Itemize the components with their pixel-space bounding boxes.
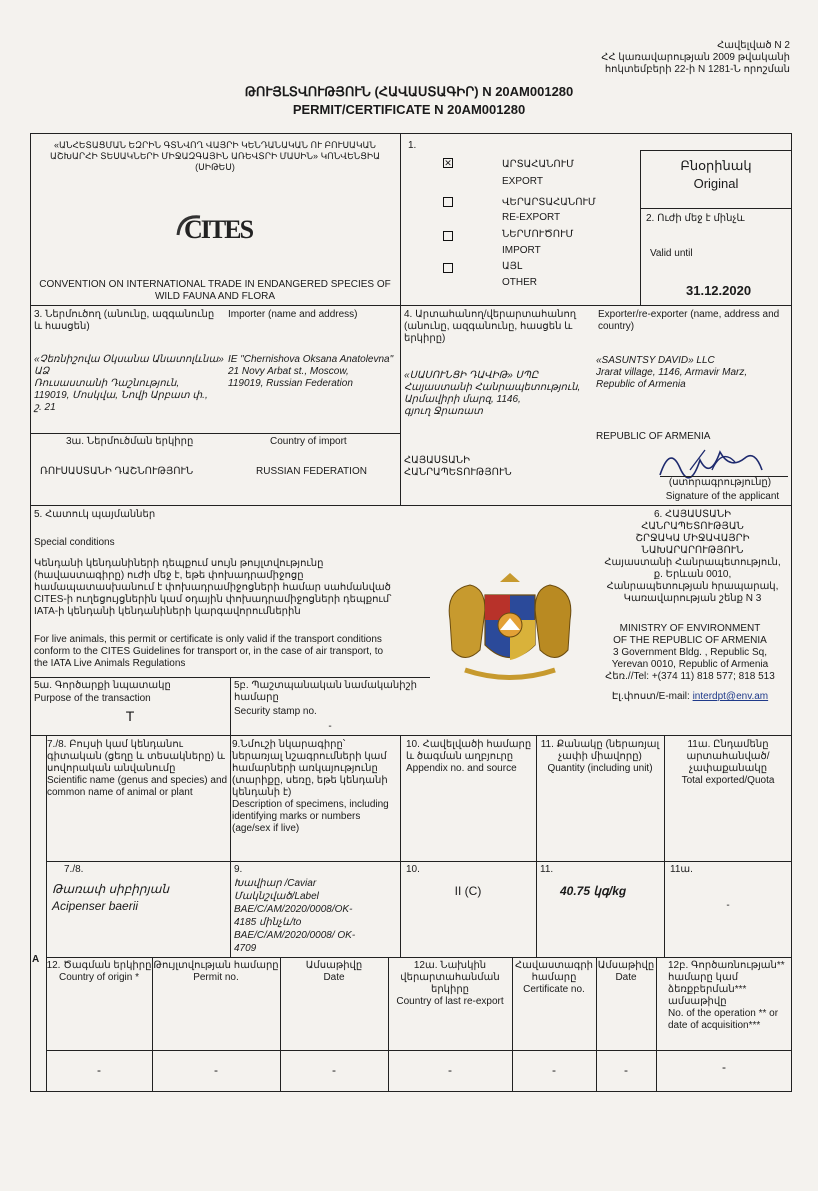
conditions-label-en: Special conditions: [34, 537, 115, 548]
appendix-number: 10.: [406, 864, 420, 875]
other-checkbox[interactable]: [443, 263, 453, 273]
purpose-value: T: [125, 708, 135, 724]
conditions-text-am: Կենդանի կենդանիների դեպքում սույն թույլտվությունը (հավաստագիրը) ուժի մեջ է, եթե փոխադրամիջոցը համապատասխանում է փոխադրամիջոցների համար սահմանված CITES-ի ուղեցույցներին կամ օդային փոխադրամիջոցների դեպքում՝ IATA-ի կենդանի կենդանիների կարգավորումներին: [34, 558, 392, 617]
description-number: 9.: [234, 864, 243, 875]
header-permit-no: Թույլտվության համարը Permit no.: [153, 960, 279, 983]
header-country-of-origin: 12. Ծագման երկիրը Country of origin *: [46, 960, 152, 983]
import-label-en: IMPORT: [502, 245, 541, 256]
reexport-label-am: ՎԵՐԱՐՏԱՀԱՆՈՒՄ: [502, 197, 596, 208]
stamp-value: -: [328, 721, 332, 732]
authority-email-line: [590, 691, 790, 703]
valid-until-date: 31.12.2020: [686, 283, 752, 298]
original-armenian: Բնօրինակ: [680, 158, 752, 173]
species-armenian-name: Թառափ սիբիրյան: [52, 882, 170, 896]
export-checkbox[interactable]: ✕: [444, 158, 452, 168]
quantity-number: 11.: [540, 864, 554, 875]
valid-label-am: 2. Ուժի մեջ է մինչև: [646, 213, 745, 224]
other-label-am: ԱՅԼ: [502, 261, 523, 272]
authority-english: MINISTRY OF ENVIRONMENT OF THE REPUBLIC OF ARMENIA 3 Government Bldg. , Republic Sq, Yerevan 0010, Republic of Armenia Հեռ.//Tel: +(374 11) 818 577; 818 513: [605, 623, 775, 682]
other-label-en: OTHER: [502, 277, 537, 288]
importer-label-am: 3. Ներմուծող (անունը, ազգանունը և հասցեն): [34, 309, 215, 332]
signature-label-am: (ստորագրությունը): [668, 477, 772, 488]
title-english: PERMIT/CERTIFICATE N 20AM001280: [292, 102, 526, 117]
authority-email-link[interactable]: interdpt@env.am: [692, 691, 769, 702]
species-scientific-name: Acipenser baerii: [52, 899, 139, 913]
purpose-label-am: 5ա. Գործարքի նպատակը: [34, 680, 171, 691]
reexport-checkbox[interactable]: [443, 197, 453, 207]
quota-value: -: [726, 900, 730, 911]
species-number: 7./8.: [64, 864, 84, 875]
signature-label-en: Signature of the applicant: [665, 491, 780, 502]
original-english: Original: [693, 176, 739, 191]
operation-value: -: [722, 1060, 726, 1074]
quota-number: 11ա.: [670, 864, 693, 875]
import-label-am: ՆԵՐՄՈՒԾՈՒՄ: [502, 229, 574, 240]
header-quota: 11ա. Ընդամենը արտահանված/ չափաքանակը Total exported/Quota: [681, 739, 775, 786]
annex-note: Հավելված N 2 ՀՀ կառավարության 2009 թվականի հոկտեմբերի 22-ի N 1281-Ն որոշման: [601, 40, 790, 75]
header-certificate-date: Ամսաթիվը Date: [597, 960, 655, 983]
authority-armenian: 6. ՀԱՅԱՍՏԱՆԻ ՀԱՆՐԱՊԵՏՈՒԹՅԱՆ ՇՐՋԱԿԱ ՄԻՋԱՎԱՅՐԻ ՆԱԽԱՐԱՐՈՒԹՅՈՒՆ Հայաստանի Հանրապետություն, ք. Երևան 0010, Հանրապետության հրապարակ, Կառավարության շենք N 3: [604, 509, 781, 604]
exporter-label-am: 4. Արտահանող/վերարտահանող (անունը, ազգանունը, հասցեն և երկիրը): [404, 309, 577, 344]
purpose-label-en: Purpose of the transaction: [34, 693, 151, 704]
export-label-en: EXPORT: [502, 176, 543, 187]
importer-label-en: Importer (name and address): [228, 309, 358, 320]
cites-logo: [170, 205, 260, 245]
header-description: 9.Նմուշի նկարագիրը՝ ներառյալ նշագրումների կամ համարների առկայությունը (տարիքը, սեռը, եթե կենդանի կենդանի է) Description of specimens, including identifying marks or numbers (age/sex if live): [232, 739, 389, 834]
field1-number: 1.: [408, 140, 417, 151]
header-certificate-no: Հավաստագրի համարը Certificate no.: [514, 960, 594, 995]
exporter-country-en: REPUBLIC OF ARMENIA: [596, 431, 711, 442]
header-appendix: 10. Հավելվածի համարը և ծագման աղբյուրը Appendix no. and source: [406, 739, 532, 774]
appendix-value: II (C): [454, 884, 482, 898]
last-reexport-value: -: [448, 1063, 452, 1077]
importer-value-en: IE "Chernishova Oksana Anatolevna" 21 Novy Arbat st., Moscow, 119019, Russian Federation: [228, 354, 394, 389]
conditions-label-am: 5. Հատուկ պայմաններ: [34, 509, 156, 520]
title-armenian: ԹՈՒՅԼՏՎՈՒԹՅՈՒՆ (ՀԱՎԱՍՏԱԳԻՐ) N 20AM001280: [244, 84, 574, 99]
email-label: Էլ.փոստ/E-mail:: [611, 691, 693, 702]
importer-value-am: «Չեռնիշովա Օկսանա Անատոլևնա» ԱՁ Ռուսաստանի Դաշնություն, 119019, Մոսկվա, Նովի Արբատ փ., շ. 21: [34, 354, 224, 413]
header-last-reexport: 12ա. Նախկին վերարտահանման երկիրը Country of last re-export: [396, 960, 504, 1007]
valid-label-en: Valid until: [650, 248, 693, 259]
header-quantity: 11. Քանակը (ներառյալ չափի միավորը) Quantity (including unit): [540, 739, 660, 774]
conditions-text-en: For live animals, this permit or certificate is only valid if the transport conditions conform to the CITES Guidelines for transport or, in the case of air transport, to the IATA Live Animals Regulations: [34, 634, 384, 669]
certificate-no-value: -: [552, 1063, 556, 1077]
certificate-date-value: -: [624, 1063, 628, 1077]
origin-permit-value: -: [214, 1063, 218, 1077]
header-operation: 12բ. Գործառնության** համարը կամ ձեռքբերման*** ամսաթիվը No. of the operation ** or date of acquisition***: [668, 960, 785, 1031]
import-country-label-en: Country of import: [270, 436, 347, 447]
exporter-label-en: Exporter/re-exporter (name, address and country): [598, 309, 780, 332]
import-country-label-am: 3ա. Ներմուծման երկիրը: [66, 436, 194, 447]
origin-country-value: -: [97, 1063, 101, 1077]
convention-armenian: «ԱՆՀԵՏԱՑՄԱՆ ԵԶՐԻՆ ԳՏՆՎՈՂ ՎԱՅՐԻ ԿԵՆԴԱՆԱԿԱՆ ՈՒ ԲՈՒՍԱԿԱՆ ԱՇԽԱՐՀԻ ՏԵՍԱԿՆԵՐԻ ՄԻՋԱԶԳԱՅԻՆ ԱՌԵՎՏՐԻ ՄԱՍԻՆ» ԿՈՆՎԵՆՑԻԱ (ՍԻԹԵՍ): [49, 140, 381, 172]
import-country-am: ՌՈՒՍԱՍՏԱՆԻ ԴԱՇՆՈՒԹՅՈՒՆ: [40, 466, 194, 477]
quantity-value: 40.75 կգ/kg: [560, 884, 627, 898]
header-species: 7./8. Բույսի կամ կենդանու գիտական (ցեղը և տեսակները) և սովորական անվանումը Scientific name (genus and species) and common name of animal or plant: [47, 739, 228, 798]
svg-text:CITES: CITES: [184, 215, 253, 244]
export-label-am: ԱՐՏԱՀԱՆՈՒՄ: [502, 159, 575, 170]
exporter-value-am: «ՍԱՍՈՒՆՑԻ ԴԱՎԻԹ» ՍՊԸ Հայաստանի Հանրապետություն, Արմավիրի մարզ, 1146, գյուղ Ջրառատ: [404, 370, 581, 417]
coat-of-arms-emblem: [430, 570, 590, 690]
specimen-description: Խավիար /Caviar Մակնշված/Label BAE/C/AM/2020/0008/OK- 4185 մինչև/to BAE/C/AM/2020/0008/ OK- 4709: [234, 878, 356, 954]
import-country-en: RUSSIAN FEDERATION: [256, 466, 367, 477]
stamp-label-am: 5բ. Պաշտպանական նամականիշի համարը: [234, 680, 417, 703]
origin-date-value: -: [332, 1063, 336, 1077]
exporter-country-am: ՀԱՅԱՍՏԱՆԻ ՀԱՆՐԱՊԵՏՈՒԹՅՈՒՆ: [404, 455, 512, 478]
exporter-value-en: «SASUNTSY DAVID» LLC Jrarat village, 1146, Armavir Marz, Republic of Armenia: [596, 355, 748, 390]
reexport-label-en: RE-EXPORT: [502, 212, 561, 223]
row-letter: A: [32, 954, 40, 965]
header-permit-date: Ամսաթիվը Date: [305, 960, 363, 983]
import-checkbox[interactable]: [443, 231, 453, 241]
stamp-label-en: Security stamp no.: [234, 706, 317, 717]
convention-english: CONVENTION ON INTERNATIONAL TRADE IN ENDANGERED SPECIES OF WILD FAUNA AND FLORA: [39, 279, 391, 302]
